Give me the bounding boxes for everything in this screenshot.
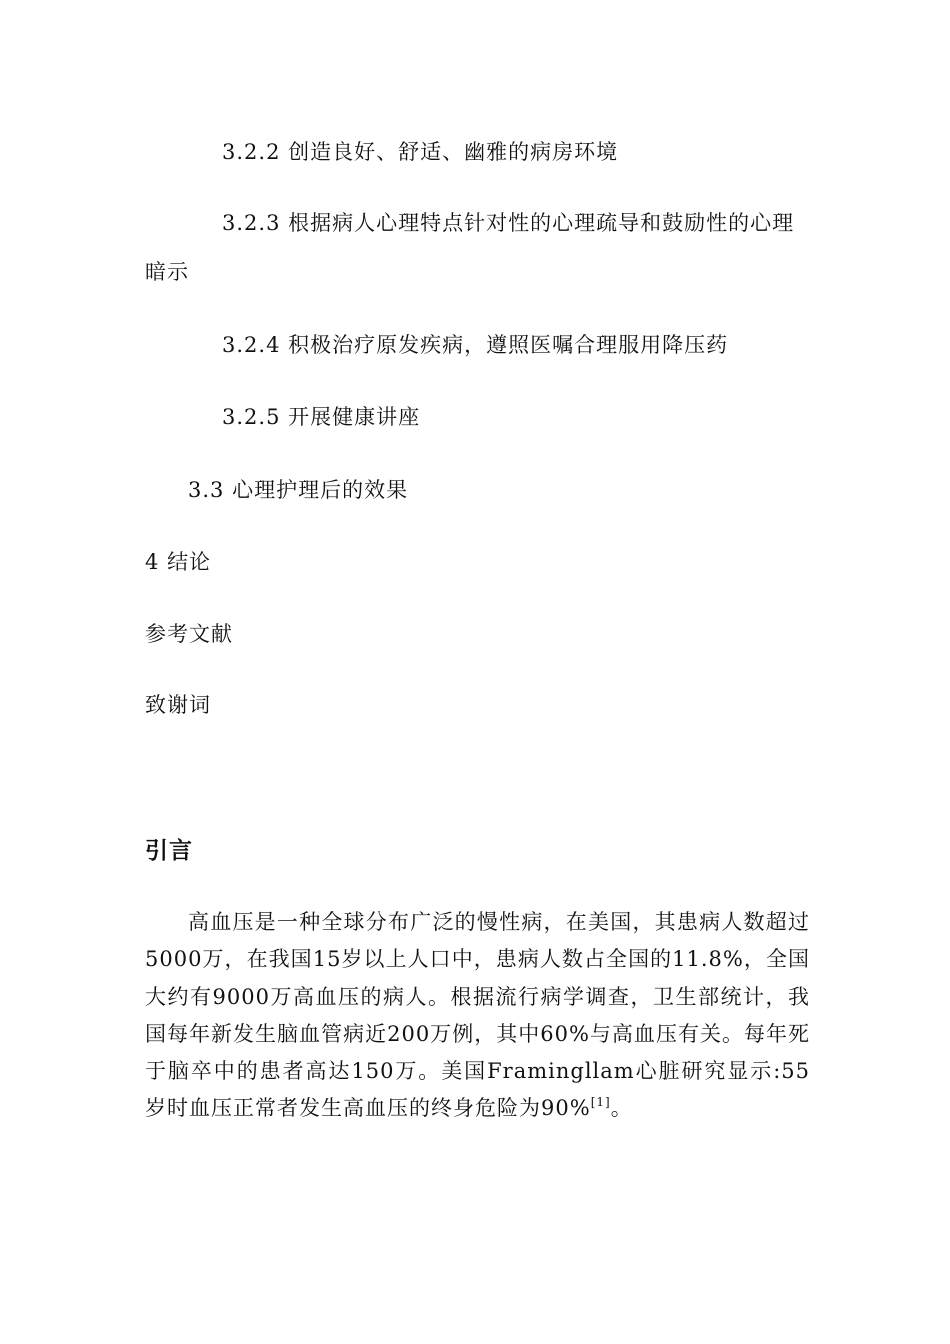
toc-item-3-2-4 bbox=[222, 330, 728, 360]
toc-number: 3.2.3 bbox=[222, 211, 281, 235]
toc-title: 致谢词 bbox=[145, 693, 211, 717]
paragraph-text: 高血压是一种全球分布广泛的慢性病，在美国，其患病人数超过5000万，在我国15岁以上人口中，患病人数占全国的11.8%，全国大约有9000万高血压的病人。根据流行病学调查，卫生部统计，我国每年新发生脑血管病近200万例，其中60%与高血压有关。每年死于脑卒中的患者高达150万。美国Framingllam心脏研究显示:55岁时血压正常者发生高血压的终身危险为90% bbox=[145, 910, 810, 1121]
toc-item-acknowledgements bbox=[145, 690, 211, 720]
paragraph-end: 。 bbox=[610, 1096, 633, 1121]
toc-number: 3.2.5 bbox=[222, 405, 281, 429]
toc-item-3-2-3 bbox=[222, 208, 794, 238]
toc-number: 4 bbox=[145, 550, 160, 574]
toc-item-3-2-3-continuation bbox=[145, 257, 189, 287]
paragraph-body bbox=[145, 904, 810, 1128]
toc-item-3-2-2 bbox=[222, 137, 618, 167]
intro-paragraph bbox=[145, 904, 810, 1128]
toc-title: 结论 bbox=[167, 550, 212, 574]
toc-number: 3.2.4 bbox=[222, 333, 281, 357]
toc-item-3-2-5 bbox=[222, 402, 420, 432]
toc-number: 3.3 bbox=[188, 478, 225, 502]
toc-title: 开展健康讲座 bbox=[288, 405, 421, 429]
toc-item-references bbox=[145, 619, 233, 649]
section-heading-introduction: 引言 bbox=[145, 838, 193, 864]
toc-title: 参考文献 bbox=[145, 622, 233, 646]
toc-item-4 bbox=[145, 547, 211, 577]
toc-title: 根据病人心理特点针对性的心理疏导和鼓励性的心理 bbox=[288, 211, 795, 235]
citation-reference: [1] bbox=[590, 1095, 611, 1110]
toc-title: 创造良好、舒适、幽雅的病房环境 bbox=[288, 140, 619, 164]
toc-number: 3.2.2 bbox=[222, 140, 281, 164]
toc-title: 积极治疗原发疾病，遵照医嘱合理服用降压药 bbox=[288, 333, 729, 357]
toc-title-continuation: 暗示 bbox=[145, 260, 189, 284]
toc-title: 心理护理后的效果 bbox=[232, 478, 409, 502]
toc-item-3-3 bbox=[188, 475, 408, 505]
